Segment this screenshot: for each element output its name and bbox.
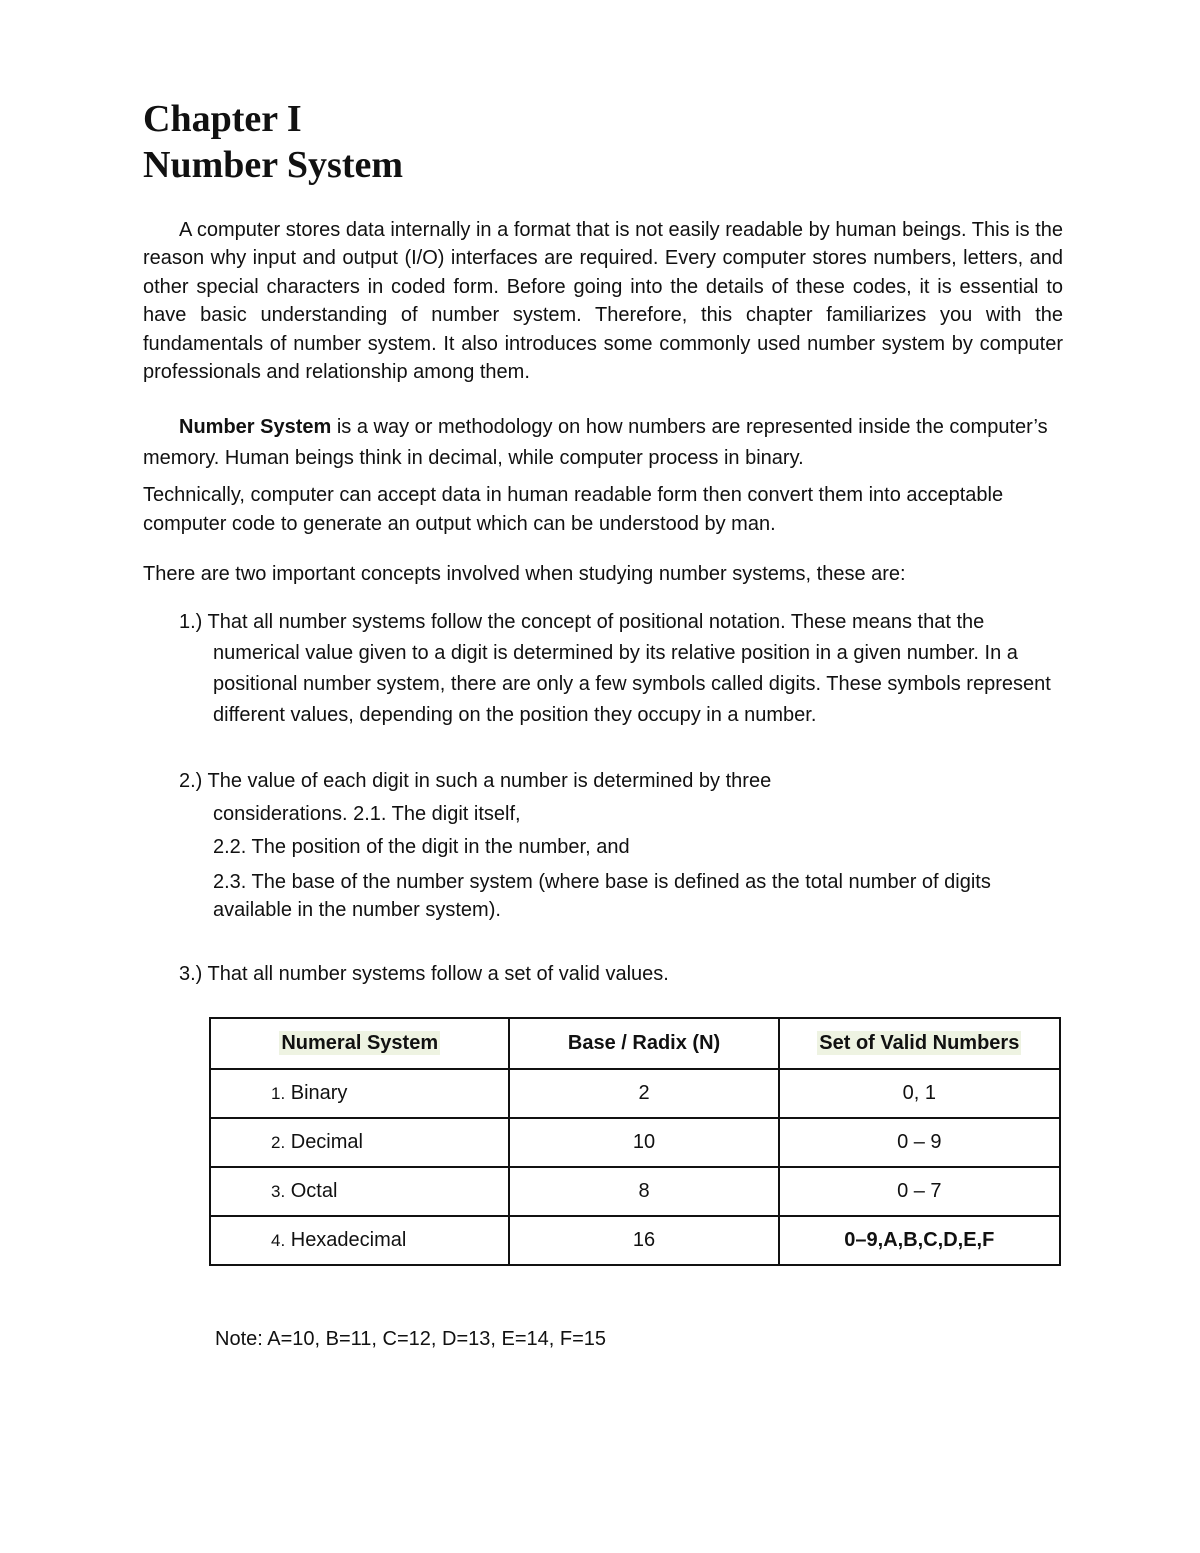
row-base: 2 [509, 1069, 778, 1118]
list-item-2-line-1: 2.) The value of each digit in such a number is determined by three [179, 770, 772, 793]
definition-term: Number System [179, 416, 332, 439]
list-item-2-line-3: 2.2. The position of the digit in the number, and [213, 836, 630, 859]
list-item-1-text: 1.) That all number systems follow the concept of positional notation. These means that the numerical value given to a digit is determined by its relative position in a given number. In a positional number system, there are only a few symbols called digits. These symbols represent different values, depending on the position they occupy in a number. [179, 611, 1051, 727]
header-base-radix: Base / Radix (N) [509, 1018, 778, 1069]
row-name: 2. Decimal [210, 1118, 509, 1167]
definition-paragraph [143, 412, 1063, 474]
definition-text: is a way or methodology on how numbers are represented inside the computer’s memory. Human beings think in decimal, while computer process in binary. [143, 416, 1048, 470]
table-header-row [210, 1018, 1060, 1069]
row-name: 3. Octal [210, 1167, 509, 1216]
row-name: 1. Binary [210, 1069, 509, 1118]
row-base: 16 [509, 1216, 778, 1265]
concepts-intro: There are two important concepts involved when studying number systems, these are: [143, 563, 906, 586]
document-page [143, 96, 1063, 1350]
row-valid: 0, 1 [779, 1069, 1060, 1118]
table-row [210, 1167, 1060, 1216]
row-valid: 0 – 7 [779, 1167, 1060, 1216]
row-name: 4. Hexadecimal [210, 1216, 509, 1265]
header-valid-numbers: Set of Valid Numbers [779, 1018, 1060, 1069]
technically-paragraph: Technically, computer can accept data in human readable form then convert them into acceptable computer code to generate an output which can be understood by man. [143, 484, 1004, 535]
row-base: 10 [509, 1118, 778, 1167]
row-valid: 0–9,A,B,C,D,E,F [779, 1216, 1060, 1265]
chapter-number: Chapter I [143, 98, 302, 140]
list-item-2-line-4: 2.3. The base of the number system (where base is defined as the total number of digits available in the number system). [213, 871, 991, 922]
table-row [210, 1118, 1060, 1167]
list-item-3: 3.) That all number systems follow a set of valid values. [179, 963, 669, 986]
list-item-2-line-2: considerations. 2.1. The digit itself, [213, 803, 521, 826]
note-text: Note: A=10, B=11, C=12, D=13, E=14, F=15 [215, 1328, 607, 1350]
number-system-table [209, 1017, 1061, 1266]
table-row [210, 1216, 1060, 1265]
intro-paragraph: A computer stores data internally in a format that is not easily readable by human beings. This is the reason why input and output (I/O) interfaces are required. Every computer stores numbers, letters, and other special characters in coded form. Before going into the details of these codes, it is essential to have basic understanding of number system. Therefore, this chapter familiarizes you with the fundamentals of number system. It also introduces some commonly used number system by computer professionals and relationship among them. [143, 219, 1063, 384]
list-item-1 [179, 607, 1063, 731]
list-item-2 [179, 765, 1063, 924]
chapter-title: Number System [143, 144, 404, 186]
table-row [210, 1069, 1060, 1118]
header-numeral-system: Numeral System [210, 1018, 509, 1069]
row-valid: 0 – 9 [779, 1118, 1060, 1167]
row-base: 8 [509, 1167, 778, 1216]
